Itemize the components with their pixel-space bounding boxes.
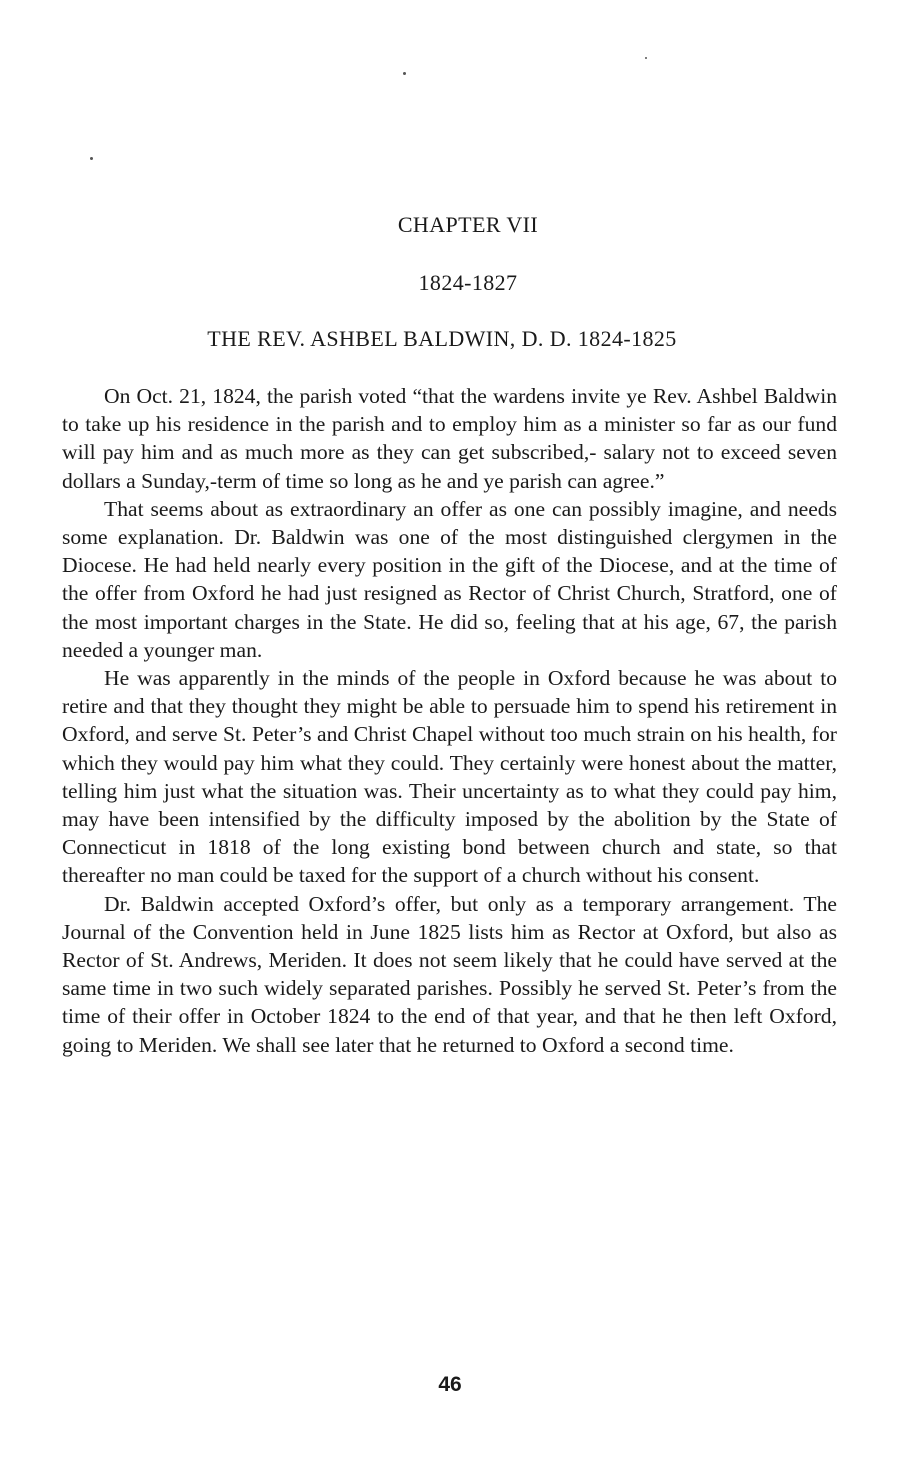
paragraph: Dr. Baldwin accepted Oxford’s offer, but only as a temporary arrangement. The Journal of the Convention held in June 1825 lists him as Rector at Oxford, but also as Rector of St. Andrews, Meriden. It does not seem likely that he could have served at the same time in two such widely separated parishes. Possibly he served St. Peter’s from the time of their offer in October 1824 to the end of that year, and that he then left Oxford, going to Meriden. We shall see later that he returned to Oxford a second time. <box>62 891 837 1057</box>
paragraph: He was apparently in the minds of the people in Oxford because he was about to retire and that they thought they might be able to persuade him to spend his retirement in Oxford, and serve St. Peter’s and Christ Chapel without too much strain on his health, for which they would pay him what they could. They certainly were honest about the matter, telling him just what the situation was. Their uncertainty as to what they could pay him, may have been intensified by the difficulty imposed by the abolition by the State of Connecticut in 1818 of the long existing bond between church and state, so that thereafter no man could be taxed for the support of a church without his consent. <box>62 666 837 888</box>
chapter-title: CHAPTER VII <box>397 212 539 237</box>
section-title: THE REV. ASHBEL BALDWIN, D. D. 1824-1825 <box>207 326 677 351</box>
body-text <box>62 382 837 1059</box>
scan-speck <box>645 57 647 59</box>
page-number: 46 <box>438 1373 462 1396</box>
scan-speck <box>90 157 93 160</box>
scan-speck <box>403 72 406 75</box>
paragraph: On Oct. 21, 1824, the parish voted “that the wardens invite ye Rev. Ashbel Baldwin to take up his residence in the parish and to employ him as a minister so far as our fund will pay him and as much more as they can get subscribed,- salary not to exceed seven dollars a Sunday,-term of time so long as he and ye parish can agree.” <box>62 384 837 493</box>
chapter-years: 1824-1827 <box>418 270 518 295</box>
paragraph: That seems about as extraordinary an offer as one can possibly imagine, and needs some explanation. Dr. Baldwin was one of the most distinguished clergymen in the Diocese. He had held nearly every position in the gift of the Diocese, and at the time of the offer from Oxford he had just resigned as Rector of Christ Church, Stratford, one of the most important charges in the State. He did so, feeling that at his age, 67, the parish needed a younger man. <box>62 496 837 662</box>
